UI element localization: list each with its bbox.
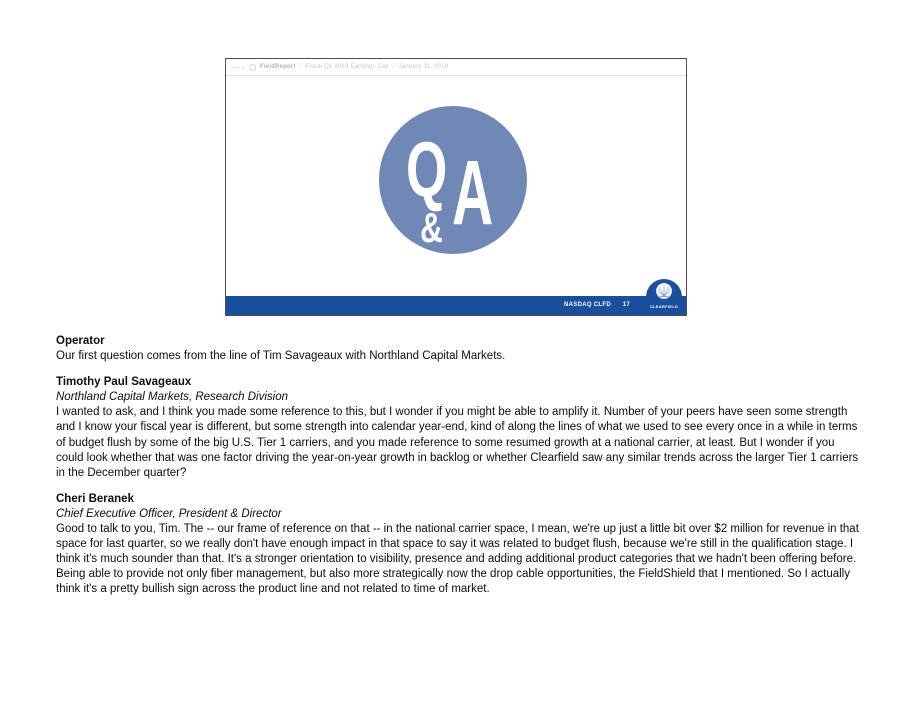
- clearfield-logo: [646, 279, 682, 315]
- qa-ampersand: &: [420, 204, 443, 251]
- ticker-label: NASDAQ CLFD: [564, 302, 611, 308]
- transcript-section-beranek: [56, 492, 860, 598]
- speaker-name: Timothy Paul Savageaux: [56, 376, 192, 389]
- slide-title: Fiscal Q1 2019 Earnings Call: [305, 64, 389, 70]
- slide-date: January 31, 2019: [398, 64, 449, 70]
- slide-body: [226, 76, 686, 296]
- slide-footer-bar: [226, 296, 686, 315]
- speaker-text: I wanted to ask, and I think you made some reference to this, but I wonder if you might be able to amplify it. Number of your peers have seen some strength and I know your fiscal year is different, but some strength into calendar year-end, kind of along the lines of what we used to see every once in a while in terms of budget flush by some of the big U.S. Tier 1 carriers, and you made reference to some resumed growth at a national carrier, at least. But I wonder if you could look whether that was one factor driving the year-on-year growth in backlog or whether Clearfield saw any similar trends across the larger Tier 1 carriers in the December quarter?: [56, 406, 859, 479]
- speaker-role: Chief Executive Officer, President & Director: [56, 507, 282, 520]
- logo-wordmark: CLEARFIELD: [649, 304, 679, 309]
- transcript-section-savageaux: [56, 375, 860, 481]
- breadcrumb-separator: /: [299, 64, 302, 70]
- slide-brand: FieldReport: [260, 64, 296, 70]
- speaker-text: Good to talk to you, Tim. The -- our frame of reference on that -- in the national carrier space, I mean, we're up just a little bit over $2 million for revenue in that space for last quarter, so we really don't have enough impact in that space to say it was related to budget flush, because we're still in the qualification stage. I think it's much sounder than that. It's a stronger orientation to visibility, presence and adding additional product categories that we hadn't been offering before. Being able to provide not only fiber management, but also more strategically now the drop cable opportunities, the FieldShield that I mentioned. So I actually think it's a pretty bullish sign across the product line and not related to time of market.: [56, 523, 859, 596]
- circle-marker-icon: [249, 64, 256, 71]
- transcript-body: [56, 334, 860, 609]
- speaker-role: Northland Capital Markets, Research Division: [56, 391, 289, 404]
- shell-icon: [655, 282, 673, 300]
- speaker-text: Our first question comes from the line of Tim Savageaux with Northland Capital Markets.: [56, 350, 506, 363]
- dashed-line: [231, 67, 245, 68]
- qa-letter-a: A: [452, 142, 494, 244]
- slide-breadcrumb: [226, 59, 686, 76]
- transcript-section-operator: [56, 334, 860, 364]
- speaker-name: Operator: [56, 335, 105, 347]
- qa-letter-q: Q: [406, 125, 448, 213]
- slide-page-number: 17: [622, 302, 630, 308]
- slide-thumbnail: [225, 58, 687, 316]
- breadcrumb-separator: /: [392, 64, 395, 70]
- speaker-name: Cheri Beranek: [56, 492, 134, 505]
- qa-circle: [379, 106, 527, 254]
